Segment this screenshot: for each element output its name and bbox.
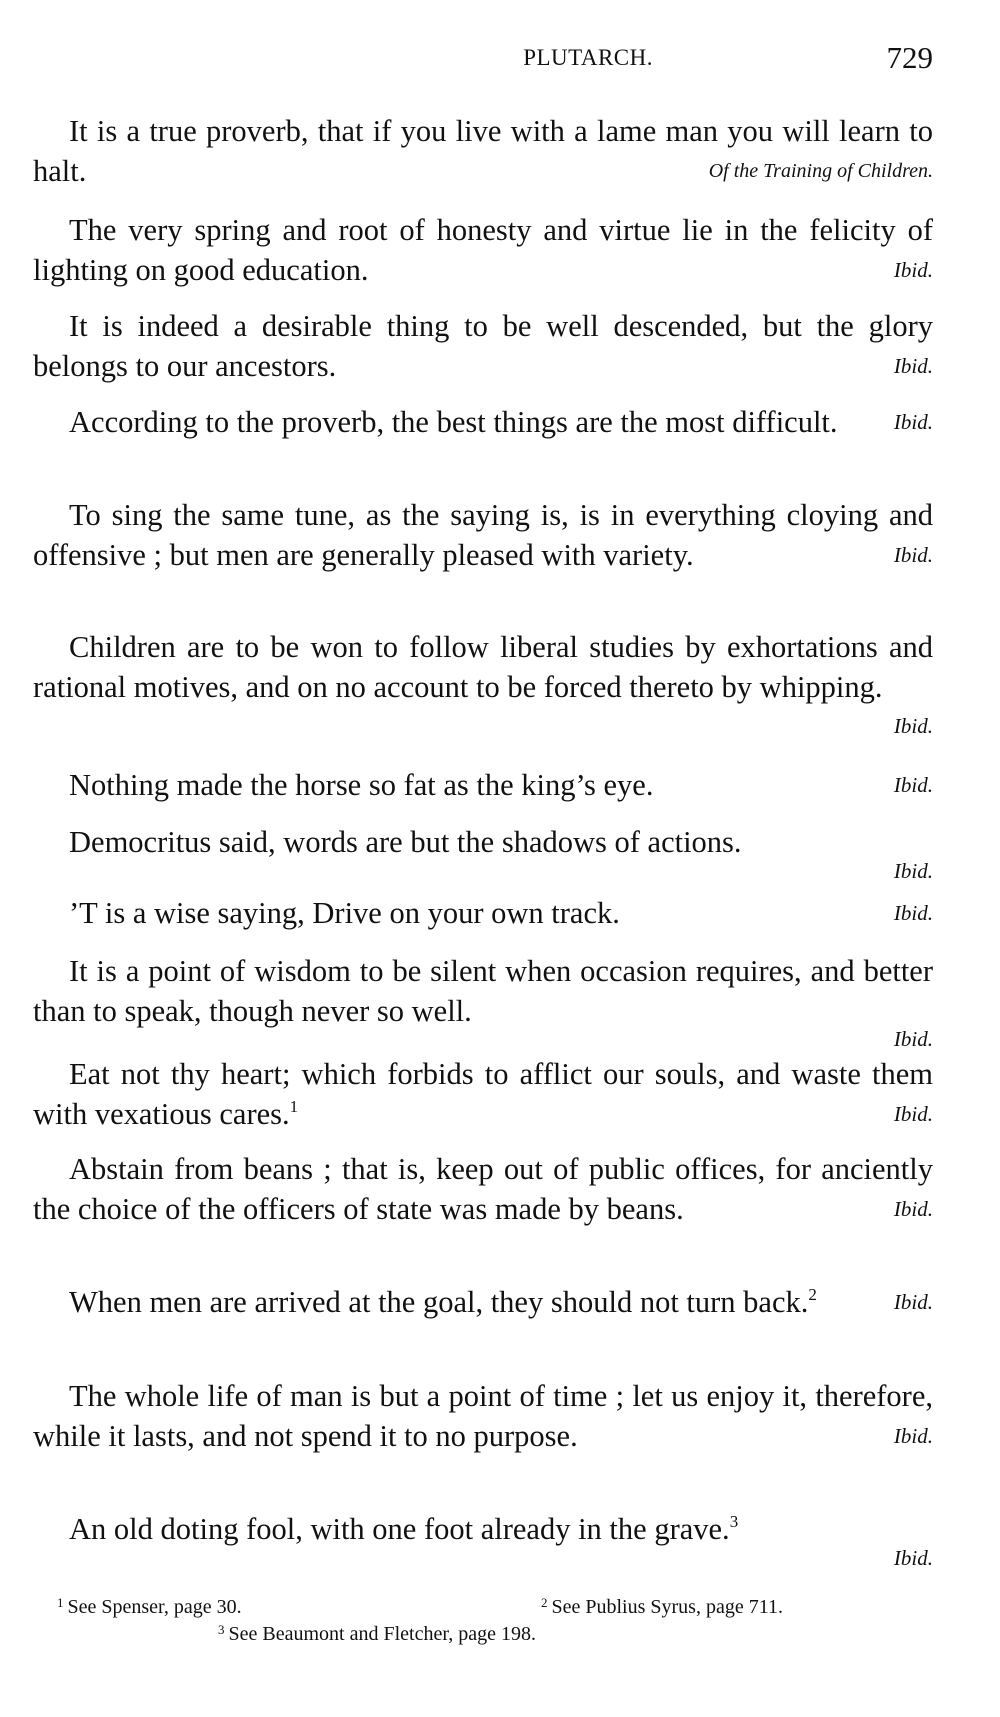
footnotes (33, 1594, 933, 1648)
quote-citation: Ibid. (893, 901, 933, 925)
quote-text: ’T is a wise saying, Drive on your own track. (69, 896, 620, 930)
quote-citation: Ibid. (893, 257, 933, 282)
quote-text: It is a point of wisdom to be silent when occasion requires, and better than to speak, though never so well. (33, 954, 933, 1028)
footnote-text: See Publius Syrus, page 711. (551, 1596, 783, 1618)
quote-citation: Ibid. (893, 1290, 933, 1314)
quote-text: It is a true proverb, that if you live with a lame man you will learn to halt. (33, 114, 933, 188)
footnote-reference[interactable]: 3 (729, 1512, 739, 1531)
quote (33, 766, 933, 806)
quote-text: Abstain from beans ; that is, keep out of public offices, for anciently the choice of the officers of state was made by beans. (33, 1152, 933, 1226)
quote-citation: Ibid. (893, 353, 933, 378)
quote (33, 496, 933, 575)
footnote (57, 1594, 242, 1621)
quote-text: Eat not thy heart; which forbids to afflict our souls, and waste them with vexatious cares. (33, 1057, 933, 1131)
quote-text: It is indeed a desirable thing to be well descended, but the glory belongs to our ancestors. (33, 309, 933, 383)
quote (33, 112, 933, 191)
page-number: 729 (886, 40, 933, 75)
quote-text: Nothing made the horse so fat as the king’s eye. (69, 768, 654, 802)
quote-text: According to the proverb, the best things are the most difficult. (69, 405, 838, 439)
quote-text: To sing the same tune, as the saying is, is in everything cloying and offensive ; but men are generally pleased with variety. (33, 498, 933, 572)
quote (33, 307, 933, 386)
footnote-mark: 2 (541, 1595, 548, 1610)
quote-text: Children are to be won to follow liberal studies by exhortations and rational motives, and on no account to be forced thereto by whipping. (33, 630, 933, 704)
quote (33, 1150, 933, 1229)
quote-citation: Ibid. (893, 858, 933, 883)
quote-citation: Ibid. (893, 1101, 933, 1126)
footnote (541, 1594, 783, 1621)
quote (33, 1377, 933, 1456)
quote-text: When men are arrived at the goal, they should not turn back. (69, 1285, 809, 1319)
quote (33, 952, 933, 1054)
footnote-reference[interactable]: 1 (289, 1096, 299, 1116)
quote-citation: Ibid. (893, 714, 933, 738)
footnote-mark: 3 (218, 1622, 225, 1637)
quote-citation: Ibid. (893, 542, 933, 567)
quote-text: An old doting fool, with one foot already in the grave. (69, 1512, 730, 1546)
footnote-mark: 1 (57, 1595, 64, 1610)
quote-citation: Ibid. (893, 773, 933, 797)
running-head-title: PLUTARCH. (523, 45, 653, 70)
quote (33, 1510, 933, 1573)
quote-citation: Of the Training of Children. (708, 159, 933, 182)
quote (33, 1055, 933, 1134)
quote-citation: Ibid. (893, 1423, 933, 1448)
quote (33, 211, 933, 290)
quote-citation: Ibid. (893, 410, 933, 434)
running-head (33, 38, 933, 78)
footnote-text: See Spenser, page 30. (67, 1596, 242, 1618)
footnote-reference[interactable]: 2 (808, 1285, 817, 1304)
quote-text: Democritus said, words are but the shadows of actions. (69, 825, 742, 859)
quote-citation: Ibid. (893, 1027, 933, 1051)
quote-text: The very spring and root of honesty and virtue lie in the felicity of lighting on good education. (33, 213, 933, 287)
quote (33, 894, 933, 934)
quote (33, 823, 933, 886)
footnote-text: See Beaumont and Fletcher, page 198. (228, 1623, 536, 1645)
quote-text: The whole life of man is but a point of time ; let us enjoy it, therefore, while it lasts, and not spend it to no purpose. (33, 1379, 933, 1453)
quote (33, 1283, 933, 1323)
quote (33, 403, 933, 443)
quote-citation: Ibid. (893, 1545, 933, 1570)
quote-citation: Ibid. (893, 1196, 933, 1221)
quote (33, 628, 933, 747)
footnote (218, 1621, 536, 1648)
